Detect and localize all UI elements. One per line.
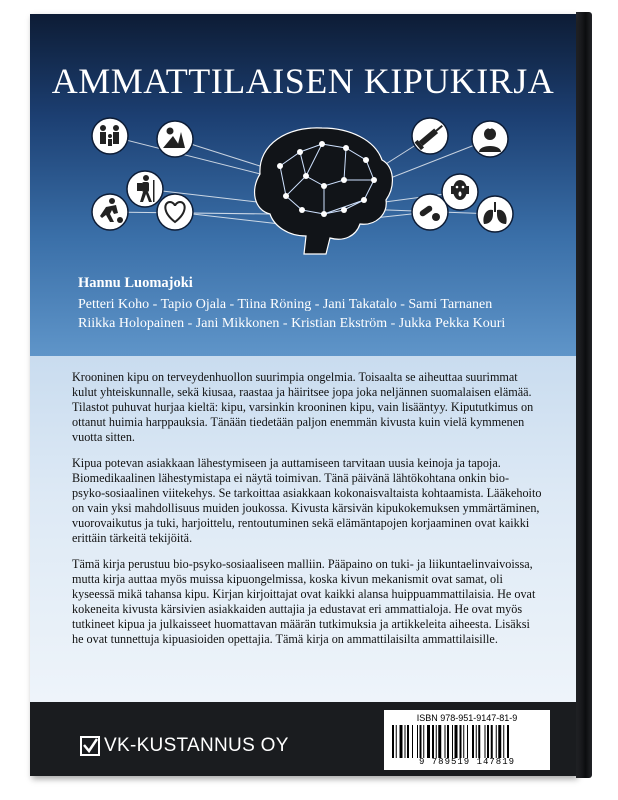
publisher-name: VK-KUSTANNUS OY (104, 735, 289, 756)
scream-icon (442, 174, 478, 210)
blurb-paragraph-2: Kipua potevan asiakkaan lähestymiseen ja auttamiseen tarvitaan uusia keinoja ja tapoja. Biomedikaalinen lähestymistapa ei näytä toimivan. Tänä päivänä lähtökohtana onkin bio-psyko-sosiaalinen viitekehys. Se tarkoittaa asiakkaan kokonaisvaltaista kohtaamista. Lääkehoito on vain yksi mahdollisuus muiden joukossa. Kivusta kärsivän kipukokemuksen ymmärtäminen, vuorovaikutus ja tuki, harjoittelu, rentoutuminen sekä elämäntapojen korjaaminen ovat kaikki erittäin tärkeitä tekijöitä. (72, 456, 542, 545)
publisher-check-icon (80, 736, 100, 756)
cover-footer (30, 702, 576, 776)
publisher-logo (80, 734, 289, 758)
landscape-icon (157, 121, 193, 157)
book-title: AMMATTILAISEN KIPUKIRJA (51, 61, 555, 101)
lungs-icon (477, 196, 513, 232)
isbn-number: ISBN 978-951-9147-81-9 (416, 713, 518, 723)
family-icon (92, 118, 128, 154)
barcode-digits: 9 789519 147819 (418, 757, 515, 767)
syringe-icon (412, 118, 448, 154)
cover-hero (30, 14, 576, 356)
blurb-panel (30, 356, 576, 702)
hiker-icon (127, 171, 163, 207)
cover-illustration (30, 114, 576, 264)
blurb-paragraph-1: Krooninen kipu on terveydenhuollon suurimpia ongelmia. Toisaalta se aiheuttaa suurimmat kulut yhteiskunnalle, sekä kiusaa, raastaa ja häiritsee jopa joka neljännen suomalaisen elämää. Tilastot puhuvat hurjaa kieltä: kipu, varsinkin krooninen kipu, vain lisääntyy. Kipututkimus on ottanut huimia harppauksia. Tänään tiedetään paljon enemmän kivusta kuin vielä kymmenen vuotta sitten. (72, 370, 534, 444)
doctor-icon (472, 121, 508, 157)
coauthors-line-2: Riikka Holopainen - Jani Mikkonen - Kristian Ekström - Jukka Pekka Kouri (78, 316, 506, 331)
isbn-barcode (384, 710, 550, 770)
runner-icon (92, 194, 128, 230)
book-back-cover (30, 14, 576, 776)
author-list (78, 274, 558, 333)
coauthors-line-1: Petteri Koho - Tapio Ojala - Tiina Röning - Jani Takatalo - Sami Tarnanen (78, 297, 493, 312)
brain-network-icon (255, 128, 393, 254)
barcode-graphic (392, 725, 542, 758)
blurb-paragraph-3: Tämä kirja perustuu bio-psyko-sosiaaliseen malliin. Pääpaino on tuki- ja liikuntaelinvaivoissa, mutta kirja auttaa myös muissa kipuongelmissa, koska kivun mekanismit ovat samat, oli kyseessä mikä tahansa kipu. Kirjan kirjoittajat ovat kaikki alansa huippuammattilaisia. He ovat kokeneita kivusta kärsivien asiakkaiden auttajia ja edustavat eri ammattialoja. He ovat myös tutkineet kipua ja julkaisseet huomattavan määrän tutkimuksia ja artikkeleita aiheesta. Lisäksi he ovat tunnettuja kipuasioiden opettajia. Tämä kirja on ammattilaisilta ammattilaisille. (72, 557, 536, 646)
blurb-text (72, 370, 542, 658)
lead-author: Hannu Luomajoki (78, 275, 193, 291)
pills-icon (412, 194, 448, 230)
heart-icon (157, 194, 193, 230)
book-spine (576, 12, 592, 778)
